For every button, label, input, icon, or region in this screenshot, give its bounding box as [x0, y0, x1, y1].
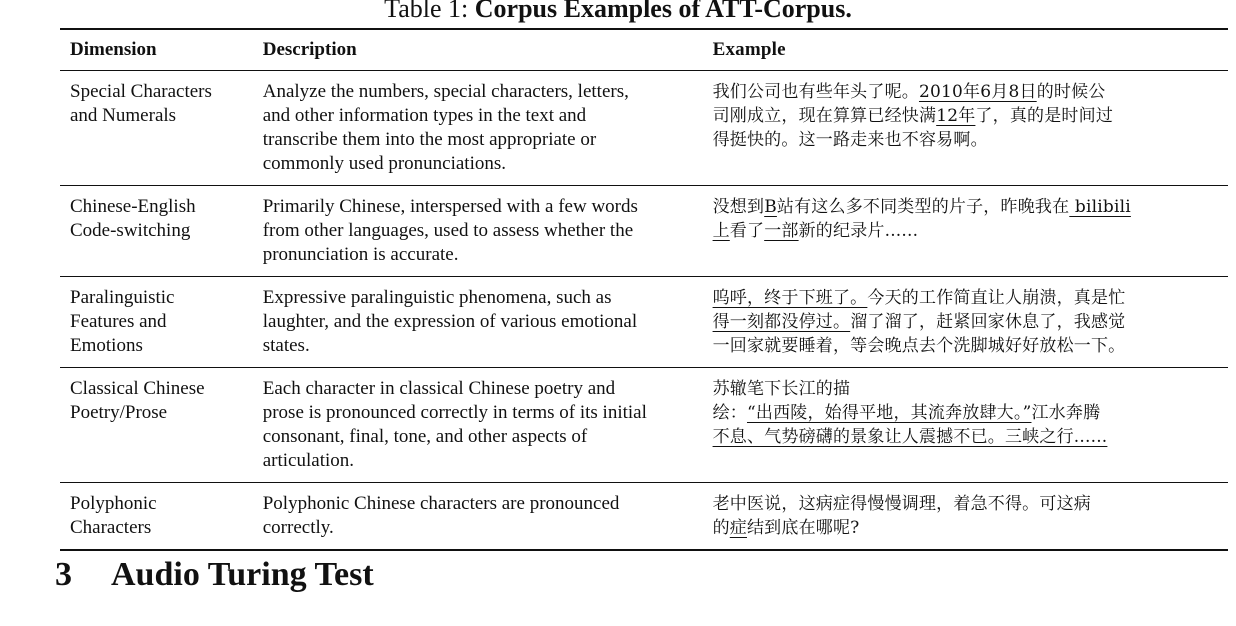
description-line: prose is pronounced correctly in terms of its initial: [262, 402, 647, 423]
description-line: Primarily Chinese, interspersed with a few words: [262, 196, 638, 217]
dimension-line: Characters: [70, 517, 152, 538]
text-segment: 溜了溜了，赶紧回家休息了，我感觉: [850, 312, 1126, 332]
dimension-line: Classical Chinese: [70, 378, 205, 399]
table-row: [60, 368, 1228, 483]
dimension-line: and Numerals: [70, 105, 177, 126]
example-cell: [713, 368, 1228, 483]
table-caption: [0, 0, 1236, 26]
dimension-cell: [60, 277, 263, 368]
description-line: articulation.: [262, 450, 355, 471]
description-line: and other information types in the text and: [262, 105, 587, 126]
table-row: [60, 71, 1228, 186]
header-dimension: Dimension: [70, 39, 157, 60]
caption-prefix: Table 1:: [384, 0, 475, 23]
example-line: [713, 334, 1228, 358]
underlined-segment: 2010年6月8日: [918, 82, 1037, 102]
text-segment: 新的纪录片......: [798, 221, 919, 241]
dimension-line: Special Characters: [70, 81, 212, 102]
example-line: [713, 80, 1228, 104]
underlined-segment: B: [764, 197, 777, 217]
dimension-line: Chinese-English: [70, 196, 196, 217]
text-segment: 绘：: [712, 403, 747, 423]
text-segment: 一回家就要睡着，等会晚点去个洗脚城好好放松一下。: [712, 336, 1126, 356]
dimension-line: Code-switching: [70, 220, 191, 241]
description-line: Each character in classical Chinese poetry and: [262, 378, 616, 399]
underlined-segment: 不息、气势磅礴的景象让人震撼不已。三峡之行......: [712, 427, 1108, 447]
underlined-segment: 12年: [936, 106, 976, 126]
text-segment: 结到底在哪呢?: [746, 518, 860, 538]
underlined-segment: bilibili: [1069, 197, 1131, 217]
section-number: 3: [55, 556, 72, 593]
example-line: [713, 219, 1228, 243]
description-line: Polyphonic Chinese characters are pronounced: [262, 493, 620, 514]
example-line: [713, 516, 1228, 540]
section-title: Audio Turing Test: [111, 556, 374, 593]
example-cell: [713, 71, 1228, 186]
text-segment: 今天的工作简直让人崩溃，真是忙: [867, 288, 1126, 308]
example-cell: [713, 277, 1228, 368]
dimension-line: Emotions: [70, 335, 143, 356]
example-line: [713, 401, 1228, 425]
description-cell: [263, 71, 713, 186]
text-segment: 苏辙笔下长江的描: [712, 379, 851, 399]
text-segment: 没想到: [712, 197, 765, 217]
description-line: consonant, final, tone, and other aspects of: [262, 426, 588, 447]
table-row: [60, 186, 1228, 277]
text-segment: 我们公司也有些年头了呢。: [712, 82, 919, 102]
description-line: commonly used pronunciations.: [262, 153, 507, 174]
dimension-cell: [60, 368, 263, 483]
dimension-cell: [60, 186, 263, 277]
dimension-cell: [60, 71, 263, 186]
dimension-line: Paralinguistic: [70, 287, 175, 308]
example-cell: [713, 186, 1228, 277]
table-row: [60, 483, 1228, 551]
description-line: Analyze the numbers, special characters, letters,: [262, 81, 629, 102]
dimension-line: Polyphonic: [70, 493, 157, 514]
description-cell: [263, 368, 713, 483]
description-cell: [263, 186, 713, 277]
underlined-segment: 上: [712, 221, 730, 241]
example-line: [713, 492, 1228, 516]
example-line: [713, 286, 1228, 310]
text-segment: 看了: [729, 221, 765, 241]
underlined-segment: 一部: [764, 221, 799, 241]
text-segment: 站有这么多不同类型的片子，昨晚我在: [776, 197, 1070, 217]
description-line: correctly.: [262, 517, 334, 538]
table-header-row: [60, 29, 1228, 71]
example-line: [713, 195, 1228, 219]
text-segment: 了，真的是时间过: [975, 106, 1114, 126]
description-line: laughter, and the expression of various emotional: [262, 311, 638, 332]
text-segment: 司刚成立，现在算算已经快满: [712, 106, 937, 126]
text-segment: 江水奔腾: [1031, 403, 1101, 423]
example-line: [713, 128, 1228, 152]
description-line: pronunciation is accurate.: [262, 244, 459, 265]
example-line: [713, 310, 1228, 334]
header-description: Description: [262, 39, 357, 60]
text-segment: 得挺快的。这一路走来也不容易啊。: [712, 130, 988, 150]
caption-title: Corpus Examples of ATT-Corpus.: [474, 0, 852, 23]
section-heading: [55, 553, 374, 597]
dimension-line: Poetry/Prose: [70, 402, 168, 423]
description-line: states.: [262, 335, 310, 356]
text-segment: 的时候公: [1036, 82, 1106, 102]
description-line: from other languages, used to assess whether the: [262, 220, 634, 241]
text-segment: 老中医说，这病症得慢慢调理，着急不得。可这病: [712, 494, 1091, 514]
dimension-cell: [60, 483, 263, 551]
table-row: [60, 277, 1228, 368]
corpus-examples-table: [60, 28, 1228, 551]
underlined-segment: 症: [729, 518, 747, 538]
description-line: transcribe them into the most appropriate or: [262, 129, 597, 150]
example-line: [713, 104, 1228, 128]
underlined-segment: 呜呼，终于下班了。: [712, 288, 868, 308]
example-line: [713, 377, 1228, 401]
example-line: [713, 425, 1228, 449]
underlined-segment: “出西陵，始得平地，其流奔放肆大。”: [746, 403, 1032, 423]
dimension-line: Features and: [70, 311, 167, 332]
description-cell: [263, 483, 713, 551]
table-body: [60, 71, 1228, 551]
description-cell: [263, 277, 713, 368]
underlined-segment: 得一刻都没停过。: [712, 312, 851, 332]
text-segment: 的: [712, 518, 730, 538]
description-line: Expressive paralinguistic phenomena, such as: [262, 287, 612, 308]
example-cell: [713, 483, 1228, 551]
header-example: Example: [712, 39, 786, 60]
